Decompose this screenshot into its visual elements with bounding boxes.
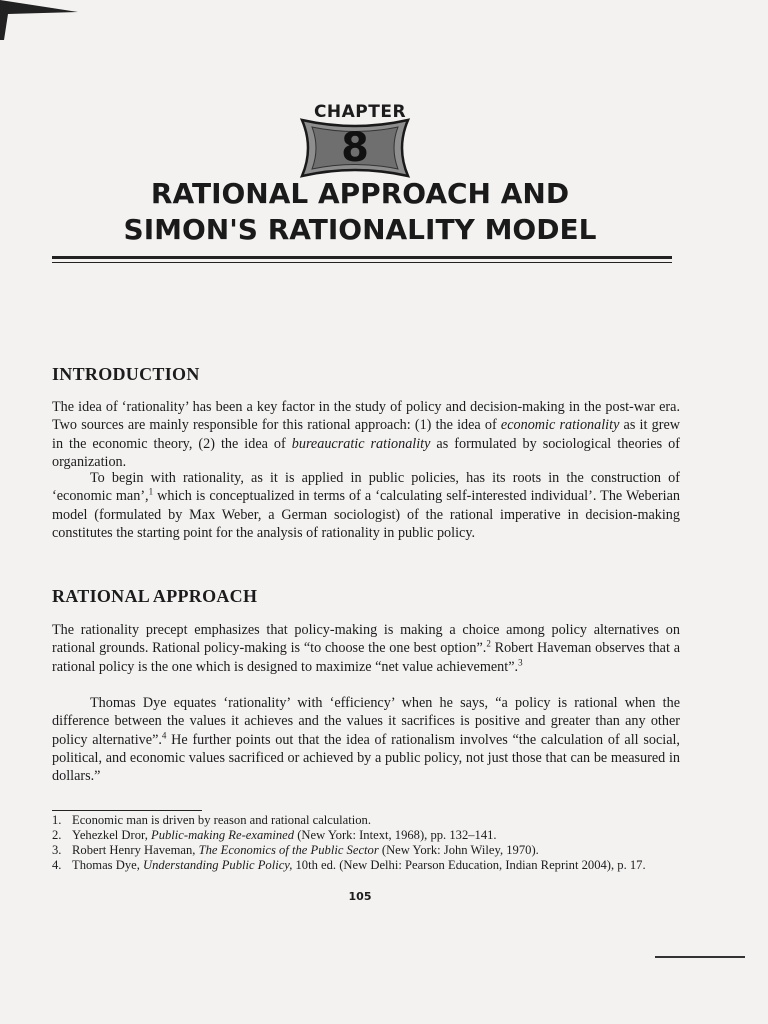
rational-paragraph-2 — [52, 694, 680, 785]
footnotes — [52, 813, 692, 873]
footnote-title: Understanding Public Policy, — [143, 858, 293, 872]
footnote-text-a: Thomas Dye, — [72, 858, 143, 872]
page-edge-line — [655, 956, 745, 958]
chapter-label: CHAPTER — [313, 102, 407, 122]
chapter-title — [80, 176, 640, 248]
intro-p1-emphasis-2: bureaucratic rationality — [291, 435, 431, 452]
rational-p1-text-a: The rationality precept emphasizes that policy-making is making a choice among policy alternatives on rational grounds. Rational policy-making is “to choose the one best option”. — [52, 622, 680, 657]
footnote-number: 1. — [52, 813, 62, 827]
chapter-title-line-1: RATIONAL APPROACH AND — [150, 177, 570, 210]
rational-p2-text-b: He further points out that the idea of rationalism involves “the calculation of all social, political, and economic values sacrificed or achieved by a public policy, not just those that can be measured in dollars.” — [52, 731, 680, 785]
intro-p2-text-b: which is conceptualized in terms of a ‘calculating self-interested individual’. The Weberian model (formulated by Max Weber, a German sociologist) of the rational imperative in decision-making constitutes the starting point for the analysis of rationality in public policy. — [52, 488, 680, 541]
footnote-text — [72, 813, 371, 828]
footnote-number: 4. — [52, 858, 62, 872]
intro-p1-text-c: as formulated by sociological theories of organization. — [52, 435, 680, 470]
footnote-text-a: Economic man is driven by reason and rational calculation. — [72, 813, 372, 827]
footnote-item — [52, 843, 692, 858]
footnote-text — [72, 843, 539, 858]
rational-p2-text-a: Thomas Dye equates ‘rationality’ with ‘efficiency’ when he says, “a policy is rational when the difference between the values it achieves and the values it sacrifices is positive and greater than any other policy alternative”. — [52, 695, 680, 748]
footnote-text-a: Robert Henry Haveman, — [72, 843, 199, 857]
footnote-text-b: (New York: John Wiley, 1970). — [378, 843, 539, 857]
intro-p1-emphasis-1: economic rationality — [500, 417, 620, 434]
intro-paragraph-1 — [52, 398, 680, 471]
section-heading-introduction: INTRODUCTION — [52, 364, 200, 384]
intro-p2-text-a: To begin with rationality, as it is applied in public policies, has its roots in the construction of ‘economic man’, — [52, 470, 680, 505]
title-rule-thin — [52, 262, 672, 263]
rational-p1-text-b: Robert Haveman observes that a rational policy is the one which is designed to maximize “net value achievement”. — [52, 640, 680, 675]
intro-p1-text-b: as it grew in the economic theory, (2) the idea of — [52, 417, 680, 452]
chapter-title-line-2: SIMON'S RATIONALITY MODEL — [123, 213, 597, 246]
footnote-number: 2. — [52, 828, 62, 842]
footnote-ref-1: 1 — [148, 486, 154, 497]
footnote-ref-3: 3 — [518, 656, 523, 667]
page-number: 105 — [348, 890, 372, 903]
footnote-item — [52, 828, 692, 843]
intro-p1-text-a: The idea of ‘rationality’ has been a key factor in the study of policy and decision-making in the post-war era. Two sources are mainly responsible for this rational approach: (1) the idea of — [52, 399, 680, 434]
footnote-item — [52, 858, 692, 873]
footnote-ref-4: 4 — [161, 729, 167, 740]
page-corner-mark — [0, 0, 80, 40]
footnote-separator — [52, 810, 202, 811]
footnote-title: The Economics of the Public Sector — [198, 843, 379, 857]
footnote-text — [72, 858, 646, 873]
footnote-item — [52, 813, 692, 828]
footnote-ref-2: 2 — [486, 638, 491, 649]
footnote-text-b: 10th ed. (New Delhi: Pearson Education, Indian Reprint 2004), p. 17. — [292, 858, 646, 872]
section-heading-rational-approach: RATIONAL APPROACH — [52, 586, 258, 606]
intro-paragraph-2 — [52, 469, 680, 542]
footnote-text-b: (New York: Intext, 1968), pp. 132–141. — [294, 828, 497, 842]
footnote-title: Public-making Re-examined — [151, 828, 295, 842]
footnote-text — [72, 828, 497, 843]
footnote-number: 3. — [52, 843, 62, 857]
rational-paragraph-1 — [52, 621, 680, 676]
footnote-text-a: Yehezkel Dror, — [72, 828, 152, 842]
title-rule-thick — [52, 256, 672, 259]
chapter-number: 8 — [341, 125, 369, 171]
